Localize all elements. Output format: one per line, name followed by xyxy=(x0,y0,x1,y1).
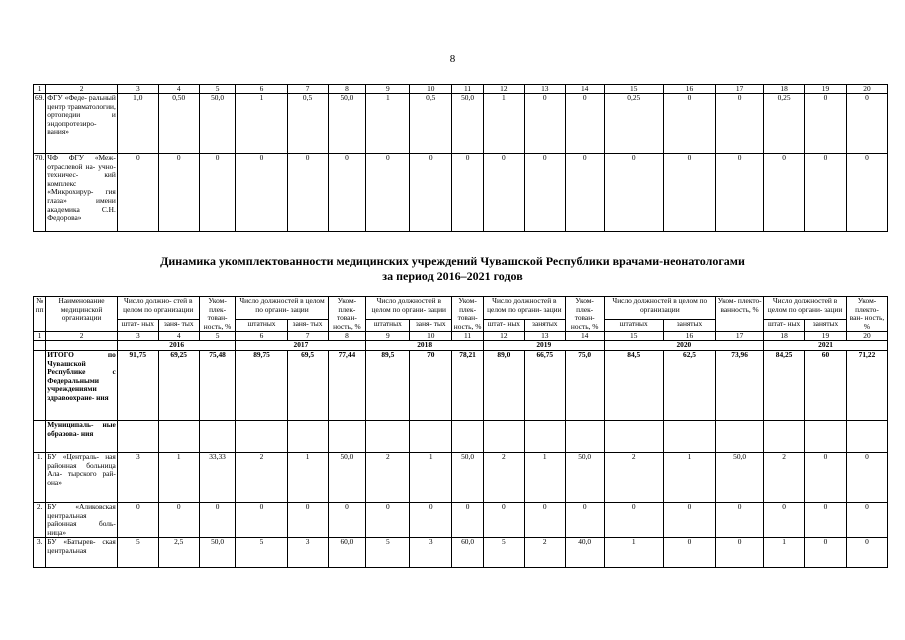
header-sub: занятых xyxy=(524,320,565,332)
value-cell xyxy=(236,420,287,452)
value-cell xyxy=(846,420,887,452)
column-number-cell: 13 xyxy=(524,332,565,341)
value-cell: 0,5 xyxy=(410,94,452,154)
value-cell: 0 xyxy=(663,502,715,537)
value-cell: 1,0 xyxy=(117,94,158,154)
table-row xyxy=(34,502,888,537)
year-row-blank xyxy=(46,341,118,351)
value-cell: 0 xyxy=(366,154,410,232)
value-cell: 0 xyxy=(805,502,847,537)
value-cell: 1 xyxy=(158,452,199,502)
organization-name: БУ «Централь- ная районная больница Ала- тырского рай- она» xyxy=(46,452,118,502)
value-cell: 0 xyxy=(663,94,715,154)
value-cell: 0 xyxy=(158,502,199,537)
value-cell: 0 xyxy=(846,94,887,154)
value-cell: 0 xyxy=(158,154,199,232)
value-cell: 33,33 xyxy=(199,452,236,502)
column-number-cell: 17 xyxy=(716,332,764,341)
column-number-row xyxy=(34,85,888,94)
value-cell: 0 xyxy=(199,502,236,537)
header-sub: занятых xyxy=(663,320,715,332)
row-number: 2. xyxy=(34,502,46,537)
value-cell: 1 xyxy=(287,452,328,502)
value-cell xyxy=(410,420,452,452)
column-number-cell: 4 xyxy=(158,332,199,341)
value-cell xyxy=(604,420,663,452)
header-no: № пп xyxy=(34,297,46,332)
column-number-cell: 6 xyxy=(236,85,287,94)
value-cell xyxy=(805,420,847,452)
column-number-cell: 19 xyxy=(805,85,847,94)
value-cell: 91,75 xyxy=(117,350,158,420)
value-cell: 1 xyxy=(764,538,805,568)
header-org: Наименование медицинской организации xyxy=(46,297,118,332)
column-number-cell: 6 xyxy=(236,332,287,341)
value-cell: 0 xyxy=(236,502,287,537)
value-cell: 1 xyxy=(524,452,565,502)
header-staffing-2019: Уком- плек- тован- ность, % xyxy=(565,297,604,332)
continued-table xyxy=(33,84,888,232)
value-cell xyxy=(483,420,524,452)
header-posts-2021: Число должностей в целом по органи- зации xyxy=(764,297,847,320)
column-number-cell: 11 xyxy=(452,332,484,341)
column-number-cell: 16 xyxy=(663,332,715,341)
table-row xyxy=(34,420,888,452)
value-cell: 78,21 xyxy=(452,350,484,420)
column-number-cell: 15 xyxy=(604,332,663,341)
column-number-cell: 9 xyxy=(366,332,410,341)
row-number xyxy=(34,420,46,452)
value-cell: 50,0 xyxy=(452,452,484,502)
column-number-cell: 7 xyxy=(287,332,328,341)
header-sub: штат- ных xyxy=(764,320,805,332)
organization-name: БУ «Аликовская центральная районная боль- ница» xyxy=(47,502,116,537)
table-row xyxy=(34,538,888,568)
value-cell: 0 xyxy=(410,502,452,537)
value-cell: 3 xyxy=(410,538,452,568)
value-cell: 50,0 xyxy=(328,94,366,154)
value-cell: 0 xyxy=(663,154,715,232)
organization-name: ЧФ ФГУ «Меж- отраслевой на- учно-техничес- кий комплекс «Микрохирур- гия глаза» имени академика С.Н. Федорова» xyxy=(46,154,118,232)
row-number: 3. xyxy=(34,538,46,568)
year-label: 2021 xyxy=(764,341,888,351)
column-number-cell: 2 xyxy=(46,332,118,341)
header-posts-2020: Число должностей в целом по организации xyxy=(604,297,715,320)
value-cell: 0 xyxy=(328,502,366,537)
year-label: 2016 xyxy=(117,341,236,351)
value-cell: 2 xyxy=(604,452,663,502)
value-cell: 1 xyxy=(236,94,287,154)
header-posts-2017: Число должностей в целом по органи- зации xyxy=(236,297,328,320)
column-number-cell: 3 xyxy=(117,85,158,94)
value-cell: 0 xyxy=(483,502,524,537)
value-cell: 60,0 xyxy=(328,538,366,568)
value-cell: 0 xyxy=(199,154,236,232)
value-cell: 5 xyxy=(117,538,158,568)
value-cell: 50,0 xyxy=(328,452,366,502)
value-cell xyxy=(158,420,199,452)
organization-name: ИТОГО по Чувашской Республике с Федеральными учреждениями здравоохране- ния xyxy=(46,350,118,420)
value-cell: 1 xyxy=(410,452,452,502)
organization-name: ФГУ «Феде- ральный центр травматологии, ортопедии и эндопротезиро- вания» xyxy=(46,94,118,154)
column-number-cell: 5 xyxy=(199,85,236,94)
value-cell: 0 xyxy=(846,154,887,232)
value-cell: 1 xyxy=(604,538,663,568)
row-number: 1. xyxy=(34,452,46,502)
column-number-cell: 2 xyxy=(46,85,118,94)
value-cell: 73,96 xyxy=(716,350,764,420)
value-cell: 2 xyxy=(236,452,287,502)
column-number-cell: 8 xyxy=(328,332,366,341)
header-sub: штатных xyxy=(236,320,287,332)
header-staffing-2021: Уком- плекто- ван- ность, % xyxy=(846,297,887,332)
value-cell xyxy=(764,420,805,452)
value-cell: 0 xyxy=(452,154,484,232)
column-number-cell: 1 xyxy=(34,332,46,341)
column-number-row xyxy=(34,332,888,341)
value-cell: 89,0 xyxy=(483,350,524,420)
value-cell: 0 xyxy=(452,502,484,537)
value-cell: 0,50 xyxy=(158,94,199,154)
value-cell: 60,0 xyxy=(452,538,484,568)
value-cell: 0 xyxy=(663,538,715,568)
year-row xyxy=(34,341,888,351)
value-cell: 1 xyxy=(663,452,715,502)
value-cell: 75,48 xyxy=(199,350,236,420)
column-number-cell: 1 xyxy=(34,85,46,94)
value-cell: 2 xyxy=(366,452,410,502)
main-table xyxy=(33,296,888,568)
value-cell: 0 xyxy=(764,502,805,537)
value-cell: 89,5 xyxy=(366,350,410,420)
header-staffing-2018: Уком- плек- тован- ность, % xyxy=(452,297,484,332)
value-cell xyxy=(452,420,484,452)
value-cell: 0 xyxy=(565,154,604,232)
column-number-cell: 4 xyxy=(158,85,199,94)
value-cell: 0 xyxy=(117,502,158,537)
column-number-cell: 14 xyxy=(565,85,604,94)
value-cell: 69,5 xyxy=(287,350,328,420)
value-cell: 0 xyxy=(716,154,764,232)
column-number-cell: 14 xyxy=(565,332,604,341)
header-row-1 xyxy=(34,297,888,320)
value-cell: 3 xyxy=(117,452,158,502)
value-cell: 0 xyxy=(805,154,847,232)
column-number-cell: 8 xyxy=(328,85,366,94)
value-cell: 77,44 xyxy=(328,350,366,420)
header-sub: штатных xyxy=(604,320,663,332)
row-number: 69. xyxy=(34,94,46,154)
value-cell: 66,75 xyxy=(524,350,565,420)
value-cell xyxy=(366,420,410,452)
value-cell: 50,0 xyxy=(452,94,484,154)
column-number-cell: 12 xyxy=(483,332,524,341)
value-cell: 0 xyxy=(805,94,847,154)
value-cell: 84,25 xyxy=(764,350,805,420)
column-number-cell: 10 xyxy=(410,85,452,94)
value-cell xyxy=(565,420,604,452)
column-number-cell: 18 xyxy=(764,332,805,341)
value-cell: 0 xyxy=(565,502,604,537)
value-cell: 0 xyxy=(846,538,887,568)
value-cell: 2 xyxy=(524,538,565,568)
value-cell: 2,5 xyxy=(158,538,199,568)
value-cell: 50,0 xyxy=(565,452,604,502)
table-row xyxy=(34,452,888,502)
value-cell: 3 xyxy=(287,538,328,568)
header-sub: штат- ных xyxy=(483,320,524,332)
row-number xyxy=(34,350,46,420)
value-cell: 0 xyxy=(846,452,887,502)
value-cell: 5 xyxy=(236,538,287,568)
value-cell: 71,22 xyxy=(846,350,887,420)
header-sub: штатных xyxy=(366,320,410,332)
column-number-cell: 9 xyxy=(366,85,410,94)
header-staffing-2017: Уком- плек- тован- ность, % xyxy=(328,297,366,332)
value-cell: 60 xyxy=(805,350,847,420)
header-sub: заня- тых xyxy=(158,320,199,332)
page-number: 8 xyxy=(449,53,456,65)
value-cell: 0 xyxy=(366,502,410,537)
value-cell xyxy=(716,420,764,452)
value-cell: 0 xyxy=(716,94,764,154)
year-label: 2020 xyxy=(604,341,764,351)
value-cell: 0 xyxy=(287,502,328,537)
column-number-cell: 20 xyxy=(846,85,887,94)
value-cell: 89,75 xyxy=(236,350,287,420)
column-number-cell: 17 xyxy=(716,85,764,94)
value-cell xyxy=(663,420,715,452)
value-cell: 50,0 xyxy=(199,538,236,568)
year-label: 2017 xyxy=(236,341,366,351)
value-cell: 0 xyxy=(565,94,604,154)
value-cell: 75,0 xyxy=(565,350,604,420)
column-number-cell: 7 xyxy=(287,85,328,94)
header-sub: заня- тых xyxy=(287,320,328,332)
organization-name: Муниципаль- ные образова- ния xyxy=(46,420,118,452)
value-cell: 70 xyxy=(410,350,452,420)
header-sub: заня- тых xyxy=(410,320,452,332)
value-cell: 2 xyxy=(764,452,805,502)
table-title-line1: Динамика укомплектованности медицинских учреждений Чувашской Республики врачами-неонатологами xyxy=(160,254,745,268)
column-number-cell: 20 xyxy=(846,332,887,341)
value-cell: 0 xyxy=(410,154,452,232)
table-row xyxy=(34,350,888,420)
value-cell xyxy=(524,420,565,452)
value-cell: 0 xyxy=(846,502,887,537)
organization-name: БУ «Батырев- ская центральная xyxy=(46,538,118,568)
value-cell: 0 xyxy=(524,94,565,154)
value-cell: 0 xyxy=(805,538,847,568)
header-sub: штат- ных xyxy=(117,320,158,332)
table-row xyxy=(34,154,888,232)
header-sub: занятых xyxy=(805,320,847,332)
column-number-cell: 18 xyxy=(764,85,805,94)
value-cell: 0 xyxy=(764,154,805,232)
value-cell: 0 xyxy=(483,154,524,232)
table-title-line2: за период 2016–2021 годов xyxy=(382,269,523,283)
value-cell: 50,0 xyxy=(716,452,764,502)
value-cell: 0 xyxy=(716,538,764,568)
value-cell: 0 xyxy=(524,154,565,232)
value-cell xyxy=(199,420,236,452)
header-posts-2016: Число должно- стей в целом по организации xyxy=(117,297,199,320)
value-cell: 0 xyxy=(287,154,328,232)
value-cell: 5 xyxy=(366,538,410,568)
column-number-cell: 3 xyxy=(117,332,158,341)
value-cell: 1 xyxy=(483,94,524,154)
header-staffing-2016: Уком- плек- тован- ность, % xyxy=(199,297,236,332)
year-label: 2018 xyxy=(366,341,484,351)
year-label: 2019 xyxy=(483,341,604,351)
header-posts-2019: Число должностей в целом по органи- зации xyxy=(483,297,565,320)
value-cell: 69,25 xyxy=(158,350,199,420)
value-cell: 84,5 xyxy=(604,350,663,420)
value-cell: 0 xyxy=(805,452,847,502)
value-cell: 0 xyxy=(117,154,158,232)
column-number-cell: 5 xyxy=(199,332,236,341)
value-cell: 2 xyxy=(483,452,524,502)
value-cell: 1 xyxy=(366,94,410,154)
column-number-cell: 13 xyxy=(524,85,565,94)
value-cell: 0 xyxy=(328,154,366,232)
column-number-cell: 16 xyxy=(663,85,715,94)
column-number-cell: 12 xyxy=(483,85,524,94)
year-row-blank xyxy=(34,341,46,351)
value-cell: 0 xyxy=(604,502,663,537)
value-cell: 50,0 xyxy=(199,94,236,154)
table-row xyxy=(34,94,888,154)
column-number-cell: 15 xyxy=(604,85,663,94)
header-staffing-2020: Уком- плекто- ванность, % xyxy=(716,297,764,332)
value-cell: 0 xyxy=(716,502,764,537)
value-cell: 0 xyxy=(236,154,287,232)
row-number: 70. xyxy=(34,154,46,232)
column-number-cell: 11 xyxy=(452,85,484,94)
value-cell: 5 xyxy=(483,538,524,568)
value-cell: 0,25 xyxy=(604,94,663,154)
value-cell: 0 xyxy=(524,502,565,537)
header-posts-2018: Число должностей в целом по органи- зации xyxy=(366,297,452,320)
value-cell: 0,25 xyxy=(764,94,805,154)
value-cell xyxy=(328,420,366,452)
column-number-cell: 10 xyxy=(410,332,452,341)
value-cell xyxy=(287,420,328,452)
value-cell: 0 xyxy=(604,154,663,232)
value-cell: 0,5 xyxy=(287,94,328,154)
value-cell: 62,5 xyxy=(663,350,715,420)
value-cell: 40,0 xyxy=(565,538,604,568)
value-cell xyxy=(117,420,158,452)
column-number-cell: 19 xyxy=(805,332,847,341)
